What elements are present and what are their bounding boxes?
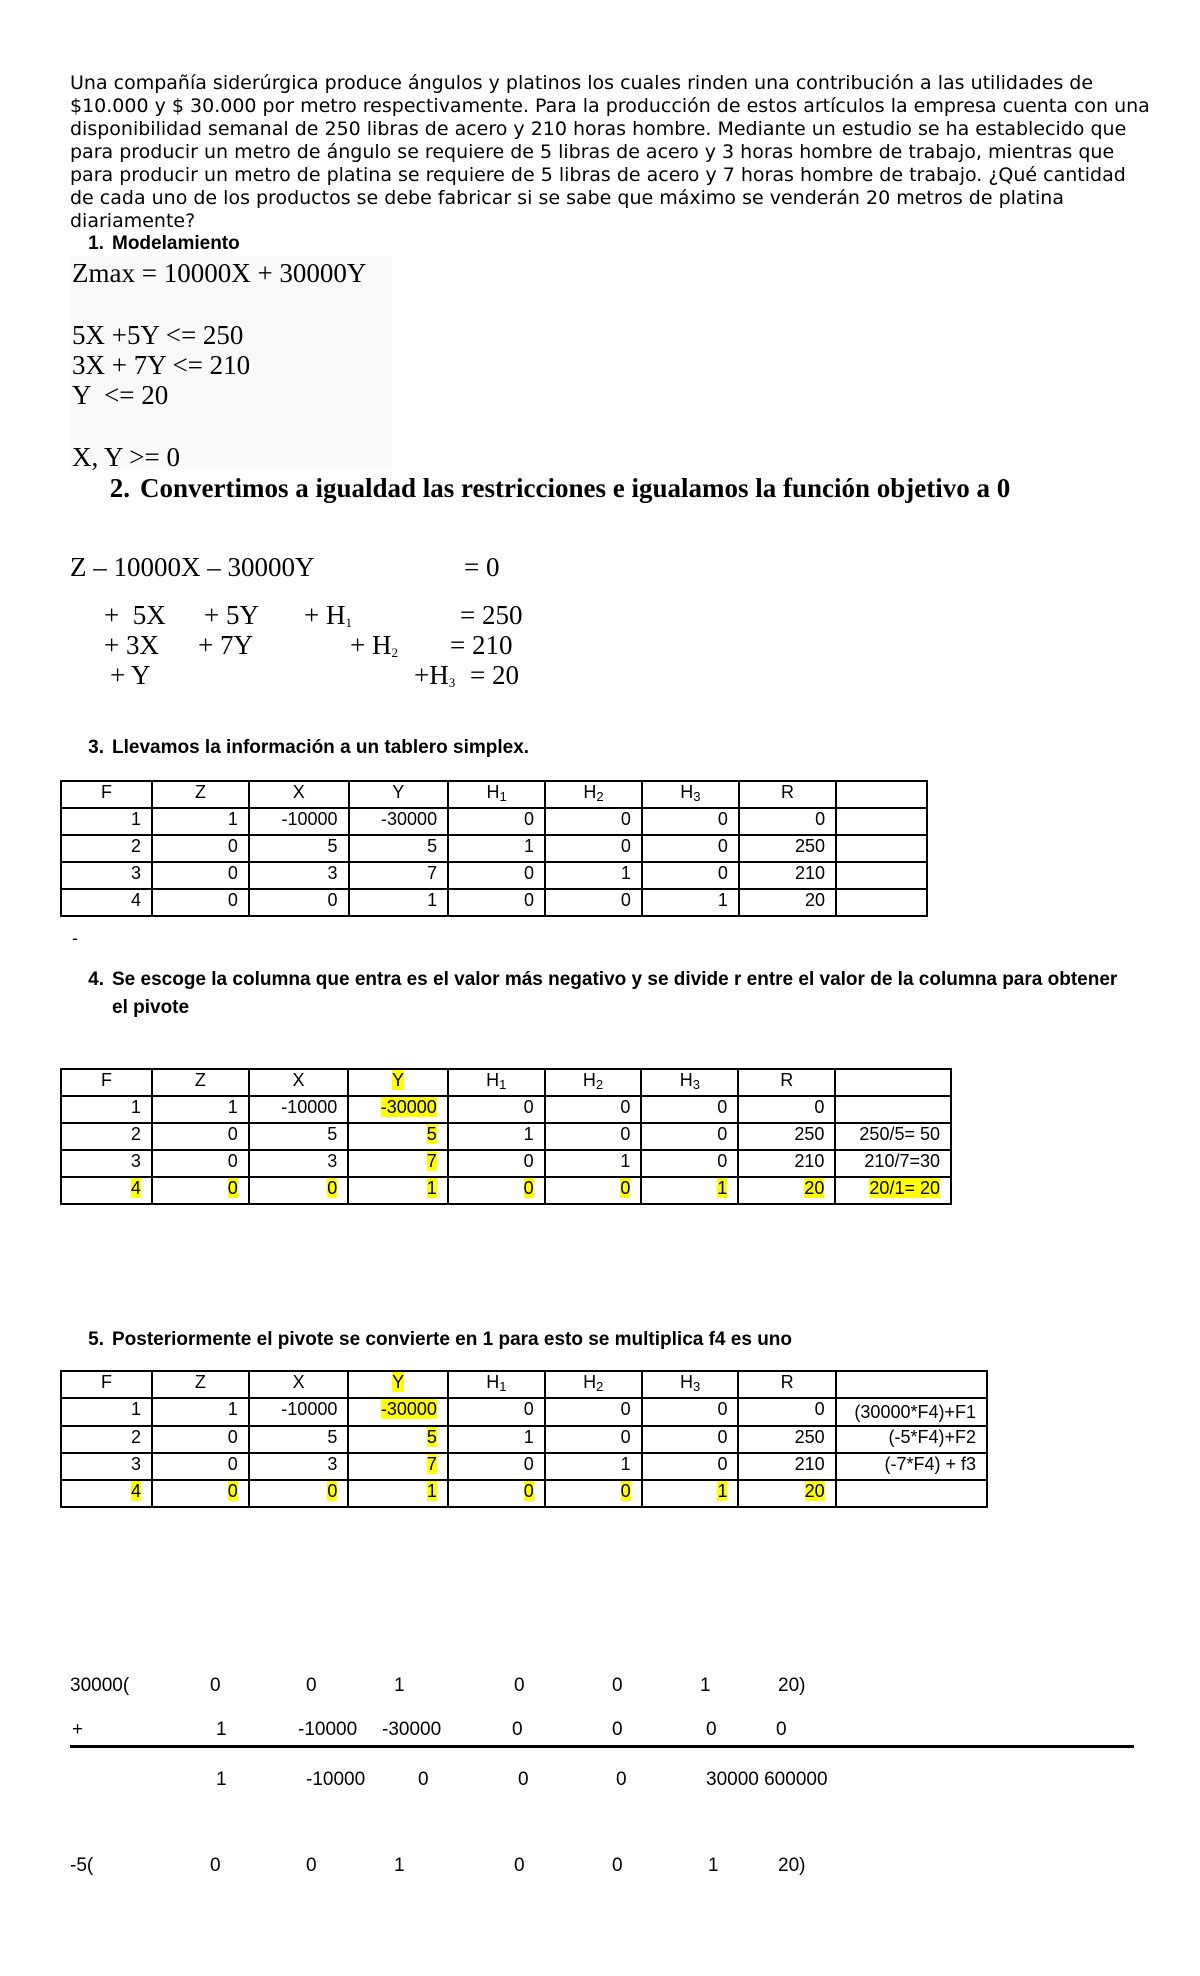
ratio-cell — [835, 1096, 951, 1123]
operation-cell: (-7*F4) + f3 — [836, 1453, 987, 1480]
header-z: Z — [152, 1069, 249, 1096]
table-row: 1 1 -10000 -30000 0 0 0 0 — [61, 808, 927, 835]
equality-2-rhs: = 210 — [450, 630, 513, 660]
table-row: 3 0 3 7 0 1 0 210 — [61, 862, 927, 889]
slack-label: + H — [304, 600, 346, 630]
equality-2-y: + 7Y — [198, 630, 253, 660]
header-r: R — [738, 1069, 835, 1096]
header-h1: $H_1$ — [448, 1371, 545, 1398]
operation-cell: (30000*F4)+F1 — [836, 1398, 987, 1426]
step-title: Modelamiento — [112, 233, 240, 254]
dash-mark: - — [72, 928, 78, 948]
constraint-2: 3X + 7Y <= 210 — [72, 350, 251, 380]
step-number: 4. — [88, 969, 104, 990]
ratio-cell: 20/1= 20 — [835, 1177, 951, 1204]
step-4-heading-cont: el pivote — [112, 997, 190, 1018]
document-page: Una compañía siderúrgica produce ángulos y platinos los cuales rinden una contribución a las utilidades de $10.000 y $ 30.000 por metro respectivamente. Para la producción de estos artículos la empresa cuenta con una disponibilidad semanal de 250 libras de acero y 210 horas hombre. Mediante un estudio se ha establecido que para producir un metro de ángulo se requiere de 5 libras de acero y 3 horas hombre de trabajo, mientras que para producir un metro de platina se requiere de 5 libras de acero y 7 horas hombre de trabajo. ¿Qué cantidad de cada uno de los productos se debe fabricar si se sabe que máximo se venderán 20 metros de platina diariamente? 1. Modelamiento Zmax = 10000X + 30000Y 5X +5Y <= 250 3X + 7Y <= 210 Y <= 20 X, Y >= 0 2. Convertimos a igualdad las restricciones e igualamos la función objetivo a 0 Z – 10000X – 30000Y = 0 + 5X + 5Y + $H_1$ = 250 + 3X + 7Y + $H_2$ = 210 + Y $+H_3$ = 20 3. Llevamos la información a un tablero simplex. F Z X Y $H_1$ $H_2$ $H_3$ R 1 1 -10000 -30000 0 0 0 0 2 0 5 5 1 0 0 250 3 0 3 7 0 1 0 210 4 0 0 1 0 0 1 20 - 4. Se escoge la columna que entra es el valor más negativo y se divide r entre el valor de la columna para obtener el pivote F Z X Y $H_1$ $H_2$ $H_3$ R 1 1 -10000 -30000 0 0 0 0 2 0 5 5 1 0 0 250 250/5= 50 3 0 3 7 0 1 0 210 210/7=30 4 0 0 1 0 0 1 20 20/1= 20 5. Posteriormente el pivote se convierte en 1 para esto se multiplica f4 es uno F Z X Y $H_1$ $H_2$ $H_3$ R 1 1 -10000 -30000 0 0 0 0 (30000*F4)+F1 2 0 5 5 1 0 0 250 (-5*F4)+F2 3 0 3 7 0 1 0 210 (-7*F4) + f3 4 0 0 1 0 0 1 20 30000( 0 0 1 0 0 1 20) + 1 -10000 -30000 0 0 0 0 1 -10000 0 0 0 30000 600000 -5( 0 0 1 0 0 1 20) — [0, 0, 1200, 1976]
equality-1-rhs: = 250 — [460, 600, 523, 630]
slack-index: 2 — [391, 645, 398, 660]
slack-index: 1 — [345, 615, 352, 630]
ratio-cell: 210/7=30 — [835, 1150, 951, 1177]
objective-function: Zmax = 10000X + 30000Y — [72, 258, 367, 288]
equality-3-rhs: = 20 — [470, 660, 519, 690]
table-header-row — [61, 1371, 987, 1398]
table-row: 3 0 3 7 0 1 0 210 210/7=30 — [61, 1150, 951, 1177]
pivot-row: 4 0 0 1 0 0 1 20 — [61, 1480, 987, 1507]
operation-cell: (-5*F4)+F2 — [836, 1426, 987, 1453]
pivot-row: 4 0 0 1 0 0 1 20 20/1= 20 — [61, 1177, 951, 1204]
slack-index: 3 — [448, 675, 456, 690]
header-h2: $H_2$ — [545, 1069, 642, 1096]
header-h1: $H_1$ — [448, 781, 545, 808]
step-title: Se escoge la columna que entra es el valor más negativo y se divide r entre el valor de la columna para obtener — [112, 969, 1118, 990]
header-z: Z — [152, 1371, 249, 1398]
header-h1: $H_1$ — [448, 1069, 545, 1096]
equality-1-x: + 5X — [104, 600, 166, 630]
table-row: 3 0 3 7 0 1 0 210 (-7*F4) + f3 — [61, 1453, 987, 1480]
equality-z: Z – 10000X – 30000Y — [70, 552, 315, 582]
equality-2-h — [350, 630, 398, 668]
step-number: 5. — [88, 1329, 104, 1350]
equality-1-y: + 5Y — [204, 600, 259, 630]
equality-1-h — [304, 600, 352, 638]
problem-text: Una compañía siderúrgica produce ángulos y platinos los cuales rinden una contribución a las utilidades de $10.000 y $ 30.000 por metro respectivamente. Para la producción de estos artículos la empresa cuenta con una disponibilidad semanal de 250 libras de acero y 210 horas hombre. Mediante un estudio se ha establecido que para producir un metro de ángulo se requiere de 5 libras de acero y 3 horas hombre de trabajo, mientras que para producir un metro de platina se requiere de 5 libras de acero y 7 horas hombre de trabajo. ¿Qué cantidad de cada uno de los productos se debe fabricar si se sabe que máximo se venderán 20 metros de platina diariamente? — [70, 72, 1150, 232]
header-h3: $H_3$ — [642, 1371, 739, 1398]
table-row: 1 1 -10000 -30000 0 0 0 0 (30000*F4)+F1 — [61, 1398, 987, 1426]
step-2-heading — [70, 472, 1010, 504]
nonnegativity-constraint: X, Y >= 0 — [72, 442, 180, 472]
header-r: R — [739, 781, 836, 808]
step-4-heading — [70, 968, 1117, 991]
header-f: F — [61, 781, 152, 808]
header-x: X — [249, 781, 349, 808]
header-x: X — [249, 1069, 349, 1096]
header-extra — [836, 781, 927, 808]
simplex-table-1 — [60, 780, 928, 917]
slack-label: + H — [350, 630, 392, 660]
equality-3-h — [414, 660, 455, 698]
ratio-cell: 250/5= 50 — [835, 1123, 951, 1150]
equality-z-rhs: = 0 — [464, 552, 500, 582]
header-operation — [836, 1371, 987, 1398]
slack-label: +H — [414, 660, 449, 690]
header-ratio — [835, 1069, 951, 1096]
constraint-3: Y <= 20 — [72, 380, 169, 410]
header-r: R — [738, 1371, 835, 1398]
header-h3: $H_3$ — [642, 781, 739, 808]
header-z: Z — [152, 781, 249, 808]
header-x: X — [249, 1371, 349, 1398]
equality-2-x: + 3X — [104, 630, 159, 660]
table-header-row — [61, 781, 927, 808]
header-h2: $H_2$ — [545, 1371, 642, 1398]
model-block — [70, 256, 392, 470]
header-f: F — [61, 1371, 152, 1398]
table-row: 2 0 5 5 1 0 0 250 250/5= 50 — [61, 1123, 951, 1150]
operation-cell — [836, 1480, 987, 1507]
table-header-row — [61, 1069, 951, 1096]
step-title: Posteriormente el pivote se convierte en 1 para esto se multiplica f4 es uno — [112, 1329, 793, 1350]
equality-3-y: + Y — [110, 660, 151, 690]
header-y: Y — [348, 1069, 448, 1096]
header-h2: $H_2$ — [545, 781, 642, 808]
step-title: Convertimos a igualdad las restricciones e igualamos la función objetivo a 0 — [140, 473, 1011, 503]
table-row: 2 0 5 5 1 0 0 250 (-5*F4)+F2 — [61, 1426, 987, 1453]
step-number: 3. — [88, 737, 104, 758]
table-row: 2 0 5 5 1 0 0 250 — [61, 835, 927, 862]
header-y: Y — [348, 1371, 448, 1398]
step-title: Llevamos la información a un tablero simplex. — [112, 737, 530, 758]
simplex-table-2 — [60, 1068, 952, 1205]
header-f: F — [61, 1069, 152, 1096]
constraint-1: 5X +5Y <= 250 — [72, 320, 244, 350]
problem-statement — [70, 72, 1150, 233]
step-5-heading — [70, 1328, 792, 1351]
sum-rule — [70, 1745, 1134, 1748]
table-row: 4 0 0 1 0 0 1 20 — [61, 889, 927, 916]
step-3-heading — [70, 736, 529, 759]
step-number: 2. — [109, 473, 130, 503]
header-y: Y — [349, 781, 449, 808]
table-row: 1 1 -10000 -30000 0 0 0 0 — [61, 1096, 951, 1123]
step-number: 1. — [88, 233, 104, 254]
simplex-table-3 — [60, 1370, 988, 1508]
header-h3: $H_3$ — [641, 1069, 738, 1096]
step-1-heading — [70, 232, 240, 255]
